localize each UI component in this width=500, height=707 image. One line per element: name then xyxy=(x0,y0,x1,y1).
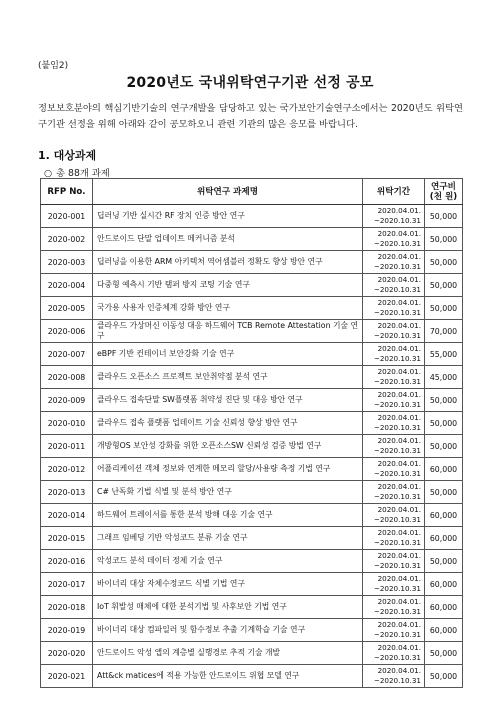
rfp-number: 2020-008 xyxy=(41,366,93,389)
task-budget: 70,000 xyxy=(425,320,463,343)
task-period: 2020.04.01. ~2020.10.31 xyxy=(363,297,425,320)
task-period: 2020.04.01. ~2020.10.31 xyxy=(363,320,425,343)
section-heading: 1. 대상과제 xyxy=(38,149,97,162)
task-period: 2020.04.01. ~2020.10.31 xyxy=(363,251,425,274)
task-period: 2020.04.01. ~2020.10.31 xyxy=(363,665,425,688)
rfp-number: 2020-001 xyxy=(41,205,93,228)
task-budget: 50,000 xyxy=(425,228,463,251)
intro-paragraph: 정보보호분야의 핵심기반기술의 연구개발을 담당하고 있는 국가보안기술연구소에서는 2020년도 위탁연구기관 선정을 위해 아래와 같이 공모하오니 관련 기관의 많은 응모를 바랍니다. xyxy=(38,103,463,130)
task-name: 안드로이드 악성 앱의 계층별 실행경로 추적 기술 개발 xyxy=(93,642,363,665)
rfp-number: 2020-005 xyxy=(41,297,93,320)
rfp-number: 2020-019 xyxy=(41,619,93,642)
rfp-number: 2020-012 xyxy=(41,458,93,481)
task-budget: 50,000 xyxy=(425,251,463,274)
task-name: eBPF 기반 컨테이너 보안강화 기술 연구 xyxy=(93,343,363,366)
task-period: 2020.04.01. ~2020.10.31 xyxy=(363,435,425,458)
table-row xyxy=(41,458,463,481)
task-budget: 60,000 xyxy=(425,573,463,596)
task-period: 2020.04.01. ~2020.10.31 xyxy=(363,642,425,665)
table-row xyxy=(41,596,463,619)
task-budget: 60,000 xyxy=(425,596,463,619)
table-row xyxy=(41,412,463,435)
table-row xyxy=(41,481,463,504)
task-period: 2020.04.01. ~2020.10.31 xyxy=(363,274,425,297)
task-budget: 50,000 xyxy=(425,205,463,228)
task-name: 안드로이드 단말 업데이트 메커니즘 분석 xyxy=(93,228,363,251)
table-row xyxy=(41,642,463,665)
header-period: 위탁기간 xyxy=(363,179,425,205)
task-period: 2020.04.01. ~2020.10.31 xyxy=(363,343,425,366)
table-row xyxy=(41,228,463,251)
table-row xyxy=(41,619,463,642)
task-period: 2020.04.01. ~2020.10.31 xyxy=(363,573,425,596)
task-budget: 55,000 xyxy=(425,343,463,366)
task-name: 클라우드 접속단말 SW플랫폼 취약성 진단 및 대응 방안 연구 xyxy=(93,389,363,412)
task-period: 2020.04.01. ~2020.10.31 xyxy=(363,504,425,527)
task-name: 어플리케이션 객체 정보와 연계한 메모리 할당/사용량 측정 기법 연구 xyxy=(93,458,363,481)
task-name: 하드웨어 트레이서를 통한 분석 방해 대응 기술 연구 xyxy=(93,504,363,527)
header-rfp-no: RFP No. xyxy=(41,179,93,205)
table-row xyxy=(41,504,463,527)
rfp-number: 2020-004 xyxy=(41,274,93,297)
task-period: 2020.04.01. ~2020.10.31 xyxy=(363,228,425,251)
table-row xyxy=(41,343,463,366)
table-row xyxy=(41,527,463,550)
table-row xyxy=(41,665,463,688)
table-row xyxy=(41,550,463,573)
table-row xyxy=(41,389,463,412)
task-budget: 50,000 xyxy=(425,665,463,688)
rfp-number: 2020-016 xyxy=(41,550,93,573)
task-name: Att&ck matices에 적용 가능한 안드로이드 위협 모델 연구 xyxy=(93,665,363,688)
table-row xyxy=(41,297,463,320)
task-count xyxy=(44,165,110,179)
task-name: 악성코드 분석 데이터 정제 기술 연구 xyxy=(93,550,363,573)
header-budget: 연구비 (천 원) xyxy=(425,179,463,205)
table-row xyxy=(41,435,463,458)
annex-label: (붙임2) xyxy=(38,61,69,71)
task-name: 바이너리 대상 자체수정코드 식별 기법 연구 xyxy=(93,573,363,596)
circle-bullet-icon: ○ xyxy=(44,168,53,179)
rfp-number: 2020-009 xyxy=(41,389,93,412)
rfp-number: 2020-011 xyxy=(41,435,93,458)
rfp-number: 2020-002 xyxy=(41,228,93,251)
task-name: C# 난독화 기법 식별 및 분석 방안 연구 xyxy=(93,481,363,504)
table-body xyxy=(41,205,463,688)
task-period: 2020.04.01. ~2020.10.31 xyxy=(363,458,425,481)
rfp-number: 2020-013 xyxy=(41,481,93,504)
task-budget: 60,000 xyxy=(425,458,463,481)
task-budget: 50,000 xyxy=(425,389,463,412)
rfp-number: 2020-003 xyxy=(41,251,93,274)
task-budget: 60,000 xyxy=(425,527,463,550)
rfp-number: 2020-020 xyxy=(41,642,93,665)
task-period: 2020.04.01. ~2020.10.31 xyxy=(363,366,425,389)
task-name: 개방형OS 보안성 강화를 위한 오픈소스SW 신뢰성 검증 방법 연구 xyxy=(93,435,363,458)
table-row xyxy=(41,274,463,297)
header-task-name: 위탁연구 과제명 xyxy=(93,179,363,205)
task-name: 바이너리 대상 컴파일러 및 함수정보 추출 기계학습 기술 연구 xyxy=(93,619,363,642)
task-budget: 50,000 xyxy=(425,412,463,435)
rfp-number: 2020-014 xyxy=(41,504,93,527)
task-budget: 60,000 xyxy=(425,504,463,527)
task-table xyxy=(40,178,463,688)
task-budget: 50,000 xyxy=(425,435,463,458)
task-name: 그래프 임베딩 기반 악성코드 분류 기술 연구 xyxy=(93,527,363,550)
task-name: 다중형 예측시 기반 탬퍼 방지 코팅 기술 연구 xyxy=(93,274,363,297)
task-budget: 50,000 xyxy=(425,274,463,297)
task-period: 2020.04.01. ~2020.10.31 xyxy=(363,619,425,642)
rfp-number: 2020-006 xyxy=(41,320,93,343)
task-name: 클라우드 오픈소스 프로젝트 보안취약점 분석 연구 xyxy=(93,366,363,389)
task-period: 2020.04.01. ~2020.10.31 xyxy=(363,527,425,550)
task-name: 클라우드 접속 플랫폼 업데이트 기술 신뢰성 향상 방안 연구 xyxy=(93,412,363,435)
task-budget: 50,000 xyxy=(425,481,463,504)
task-period: 2020.04.01. ~2020.10.31 xyxy=(363,550,425,573)
task-budget: 50,000 xyxy=(425,550,463,573)
task-name: 클라우드 가상머신 이동성 대응 하드웨어 TCB Remote Attestation 기술 연구 xyxy=(93,320,363,343)
table-header-row xyxy=(41,179,463,205)
task-name: IoT 휘발성 매체에 대한 분석기법 및 사후보안 기법 연구 xyxy=(93,596,363,619)
table-row xyxy=(41,573,463,596)
task-budget: 50,000 xyxy=(425,297,463,320)
task-period: 2020.04.01. ~2020.10.31 xyxy=(363,205,425,228)
task-period: 2020.04.01. ~2020.10.31 xyxy=(363,596,425,619)
rfp-number: 2020-015 xyxy=(41,527,93,550)
task-period: 2020.04.01. ~2020.10.31 xyxy=(363,412,425,435)
table-row xyxy=(41,366,463,389)
task-budget: 60,000 xyxy=(425,619,463,642)
task-budget: 45,000 xyxy=(425,366,463,389)
task-budget: 50,000 xyxy=(425,642,463,665)
table-row xyxy=(41,205,463,228)
rfp-number: 2020-010 xyxy=(41,412,93,435)
task-name: 딥러닝을 이용한 ARM 아키텍처 역어셈블러 정확도 향상 방안 연구 xyxy=(93,251,363,274)
page-title: 2020년도 국내위탁연구기관 선정 공모 xyxy=(126,75,374,91)
task-period: 2020.04.01. ~2020.10.31 xyxy=(363,481,425,504)
rfp-number: 2020-018 xyxy=(41,596,93,619)
task-name: 딥러닝 기반 실시간 RF 장치 인증 방안 연구 xyxy=(93,205,363,228)
table-row xyxy=(41,251,463,274)
task-period: 2020.04.01. ~2020.10.31 xyxy=(363,389,425,412)
task-count-text: 총 88개 과제 xyxy=(56,168,110,179)
rfp-number: 2020-021 xyxy=(41,665,93,688)
rfp-number: 2020-017 xyxy=(41,573,93,596)
rfp-number: 2020-007 xyxy=(41,343,93,366)
task-name: 국가용 사용자 인증체계 강화 방안 연구 xyxy=(93,297,363,320)
table-row xyxy=(41,320,463,343)
